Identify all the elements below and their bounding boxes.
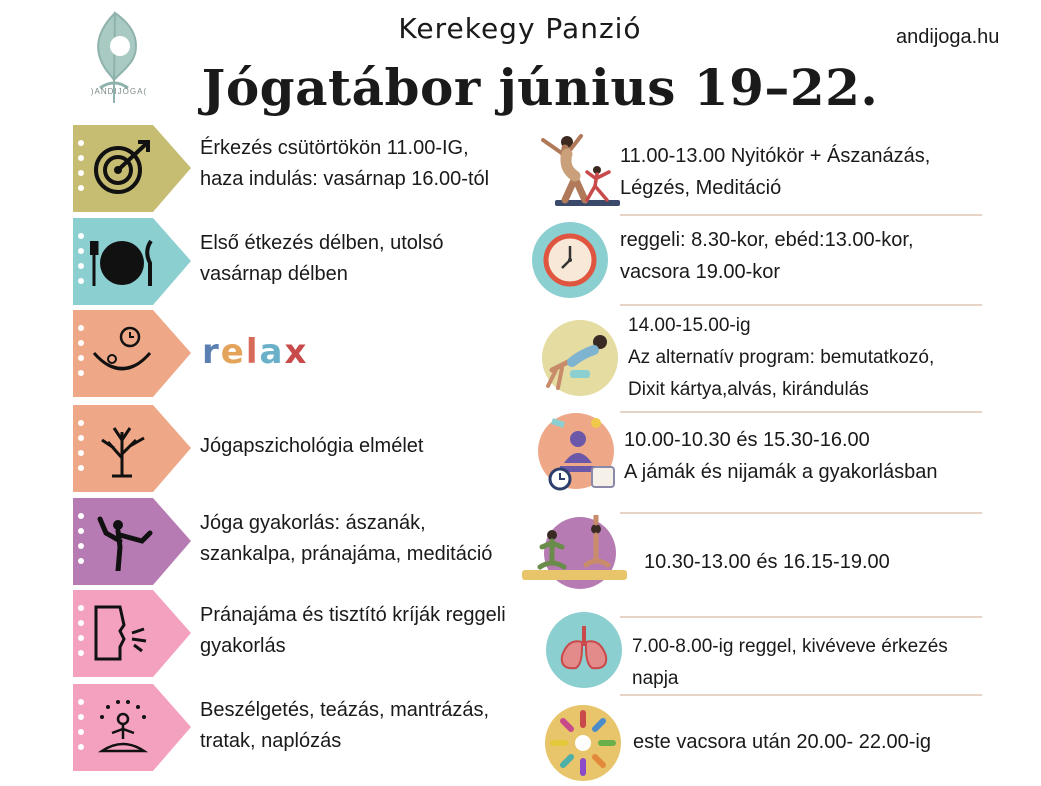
tag-salmon-1	[73, 310, 193, 397]
clock-icon	[532, 222, 608, 298]
separator	[620, 411, 982, 413]
relax-letter: r	[202, 332, 221, 372]
right-text-6: 7.00-8.00-ig reggel, kivéveve érkezés napja	[632, 636, 948, 689]
yoga-pose-illustration	[535, 128, 625, 213]
right-text-5: 10.30-13.00 és 16.15-19.00	[644, 551, 890, 573]
clock-circle	[532, 222, 608, 298]
left-text-1: Érkezés csütörtökön 11.00-IG, haza indulás: vasárnap 16.00-tól	[200, 137, 490, 190]
tag-olive	[73, 125, 193, 212]
separator	[620, 512, 982, 514]
left-text-4: Jógapszichológia elmélet	[200, 435, 424, 457]
tag-salmon-2	[73, 405, 193, 492]
left-text-6: Pránajáma és tisztító kríják reggeli gyakorlás	[200, 604, 506, 657]
separator	[620, 616, 982, 618]
meditation-schedule-illustration	[538, 413, 614, 489]
subtitle: Kerekegy Panzió	[398, 12, 642, 45]
right-text-3: 14.00-15.00-ig Az alternatív program: bemutatkozó, Dixit kártya,alvás, kirándulás	[628, 315, 935, 400]
right-text-1: 11.00-13.00 Nyitókör + Ászanázás, Légzés, Meditáció	[620, 145, 931, 199]
tag-purple	[73, 498, 193, 585]
right-text-7: este vacsora után 20.00- 22.00-ig	[633, 731, 931, 753]
right-text-2: reggeli: 8.30-kor, ebéd:13.00-kor, vacsora 19.00-kor	[620, 229, 914, 283]
target-icon	[90, 138, 154, 198]
yoga-pair-illustration	[522, 515, 627, 590]
separator	[620, 304, 982, 306]
meditation-icon	[90, 697, 154, 757]
right-text-4: 10.00-10.30 és 15.30-16.00 A jámák és nijamák a gyakorlásban	[624, 429, 938, 483]
relax-letter: e	[220, 332, 246, 372]
lungs-icon	[546, 612, 622, 688]
separator	[620, 214, 982, 216]
left-text-2: Első étkezés délben, utolsó vasárnap délben	[200, 232, 444, 285]
tag-teal	[73, 218, 193, 305]
relax-letter: a	[259, 332, 285, 372]
separator	[620, 694, 982, 696]
circle-of-people-illustration	[545, 705, 621, 781]
left-text-5: Jóga gyakorlás: ászanák, szankalpa, pránajáma, meditáció	[200, 512, 493, 565]
breathing-face-icon	[90, 603, 154, 663]
dancer-pose-icon	[90, 511, 154, 571]
page-title: Jógatábor június 19–22.	[201, 58, 879, 117]
left-text-7: Beszélgetés, teázás, mantrázás, tratak, naplózás	[200, 699, 490, 752]
tree-icon	[90, 418, 154, 478]
lungs-circle	[546, 612, 622, 688]
hammock-icon	[90, 323, 154, 383]
brand-logo-text: )ANDIJÓGA(	[90, 87, 148, 96]
relax-word	[202, 332, 308, 372]
resting-person-illustration	[542, 320, 618, 396]
plate-cutlery-icon	[90, 231, 154, 291]
relax-letter: x	[284, 332, 309, 372]
tag-pink-1	[73, 590, 193, 677]
tag-pink-2	[73, 684, 193, 771]
website-link[interactable]: andijoga.hu	[896, 26, 1000, 48]
relax-letter: l	[245, 332, 260, 372]
